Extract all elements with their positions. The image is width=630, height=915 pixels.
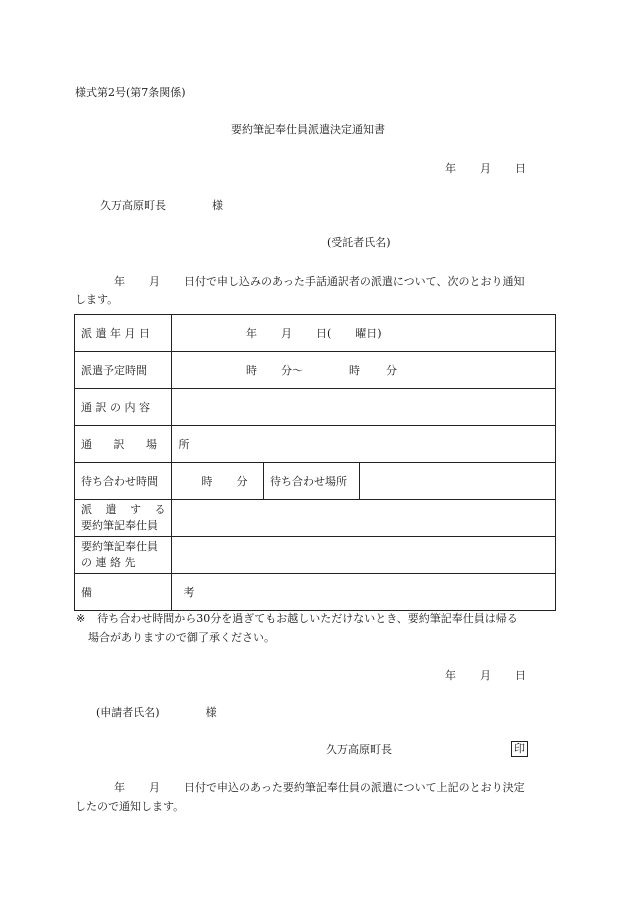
place-field[interactable] (172, 426, 556, 463)
contact-label (75, 537, 172, 574)
applicant-honorific: 様 (205, 706, 217, 719)
table-row-volunteer (75, 500, 556, 537)
table-row-meeting (75, 463, 556, 500)
bottom-month-label: 月 (480, 669, 491, 682)
table-row-time (75, 352, 556, 389)
note-line-2: 場合がありますので御了承ください。 (88, 631, 275, 644)
dispatch-month: 月 (281, 327, 292, 340)
addressee (100, 199, 223, 212)
notice-2-text: 日付で申込のあった要約筆記奉仕員の派遣について上記のとおり決定 (184, 781, 525, 794)
notice-1-year: 年 (114, 275, 125, 288)
notice-1-month: 月 (149, 275, 160, 288)
form-number: 様式第2号(第7条関係) (75, 86, 186, 99)
dispatch-table (74, 314, 556, 611)
contact-label-line-2: の 連 絡 先 (81, 556, 136, 569)
note-mark: ※ (76, 612, 86, 625)
time-minute-2: 分 (386, 364, 397, 377)
table-row-content (75, 389, 556, 426)
table-row-remarks (75, 574, 556, 611)
meet-hour: 時 (201, 475, 213, 488)
content-label (75, 389, 172, 426)
meet-place-label-text: 待ち合わせ場所 (270, 475, 347, 488)
notice-2-line-1 (114, 781, 525, 794)
time-minute-1: 分〜 (281, 364, 303, 377)
table-row-place (75, 426, 556, 463)
contact-field[interactable] (172, 537, 556, 574)
volunteer-label-line-2: 要約筆記奉仕員 (81, 519, 158, 532)
seal-mark: 印 (511, 741, 528, 757)
meet-time-label (75, 463, 172, 500)
meet-minute: 分 (236, 475, 248, 488)
page-title: 要約筆記奉仕員派遣決定通知書 (231, 123, 385, 136)
addressee-honorific: 様 (212, 199, 223, 212)
meet-time-label-text: 待ち合わせ時間 (81, 475, 158, 488)
note-text-1: 待ち合わせ時間から30分を過ぎてもお越しいただけないとき、要約筆記奉仕員は帰る (97, 612, 518, 625)
meet-time-field[interactable] (172, 463, 264, 500)
month-label: 月 (480, 162, 491, 175)
notice-2-month: 月 (149, 781, 160, 794)
issuer-seal (503, 741, 528, 757)
content-field[interactable] (172, 389, 556, 426)
notice-1-line-1 (114, 275, 524, 288)
notice-2-year: 年 (114, 781, 125, 794)
bottom-date (445, 669, 526, 682)
bottom-year-label: 年 (445, 669, 456, 682)
meet-place-field[interactable] (360, 463, 556, 500)
time-label (75, 352, 172, 389)
contact-label-line-1: 要約筆記奉仕員 (81, 540, 158, 553)
notice-1-text: 日付で申し込みのあった手話通訳者の派遣について、次のとおり通知 (184, 275, 525, 288)
addressee-name: 久万高原町長 (100, 199, 166, 212)
place-label-text: 通 訳 場 所 (81, 438, 199, 451)
bottom-day-label: 日 (515, 669, 526, 682)
dispatch-date-label-text: 派 遣 年 月 日 (81, 327, 150, 340)
time-hour-1: 時 (246, 364, 257, 377)
time-label-text: 派遣予定時間 (81, 364, 147, 377)
sender-label: (受託者氏名) (327, 236, 391, 249)
remarks-label-text: 備 考 (81, 586, 239, 599)
notice-1-line-2: します。 (75, 293, 119, 306)
applicant (96, 706, 217, 719)
applicant-label: (申請者氏名) (96, 706, 160, 719)
dispatch-date-label (75, 315, 172, 352)
time-field[interactable] (172, 352, 556, 389)
time-hour-2: 時 (349, 364, 360, 377)
volunteer-label-line-1: 派 遣 す る (81, 503, 171, 516)
table-row-dispatch-date (75, 315, 556, 352)
place-label (75, 426, 199, 463)
dispatch-weekday: 曜日) (355, 327, 382, 340)
issuer-name: 久万高原町長 (326, 743, 392, 756)
notice-2-line-2: したので通知します。 (75, 800, 185, 813)
content-label-text: 通 訳 の 内 容 (81, 401, 150, 414)
day-label: 日 (515, 162, 526, 175)
dispatch-date-field[interactable] (172, 315, 556, 352)
year-label: 年 (445, 162, 456, 175)
top-date (445, 162, 526, 175)
volunteer-label (75, 500, 172, 537)
dispatch-day: 日( (316, 327, 332, 340)
volunteer-field[interactable] (172, 500, 556, 537)
dispatch-year: 年 (246, 327, 257, 340)
table-row-contact (75, 537, 556, 574)
remarks-label (75, 574, 239, 611)
meet-place-label (264, 463, 360, 500)
note-line-1 (76, 612, 518, 625)
